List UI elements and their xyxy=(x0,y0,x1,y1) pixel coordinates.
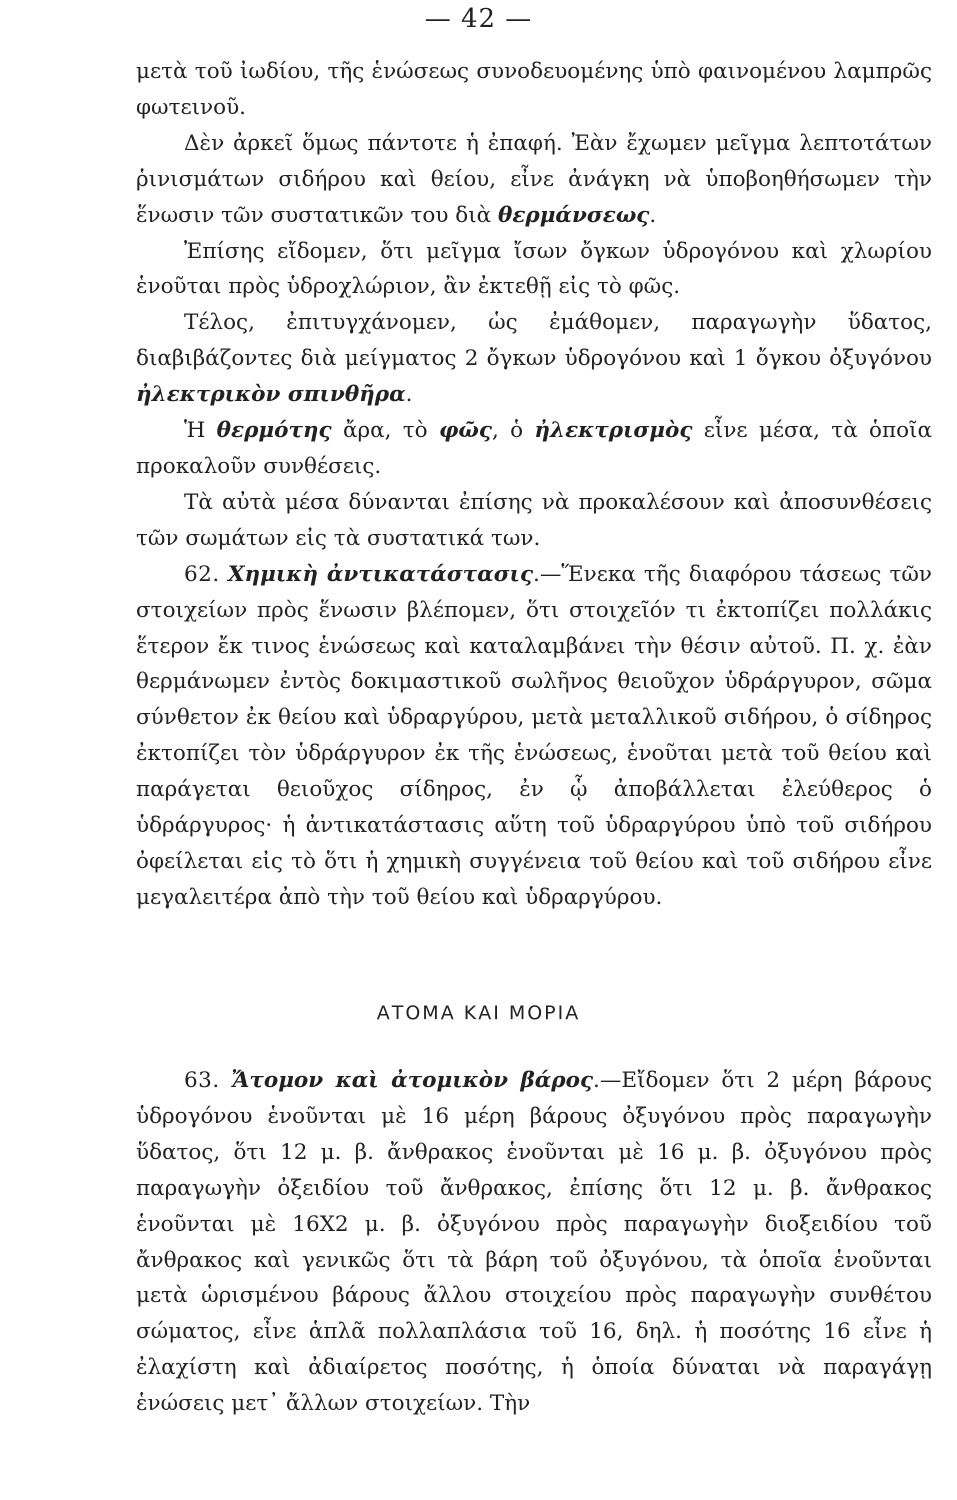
term-heating: θερμάνσεως xyxy=(497,202,650,228)
bottom-text-block xyxy=(136,1063,932,1422)
paragraph-means-text-c: , ὁ xyxy=(491,418,535,444)
paragraph-spark-text: Τέλος, ἐπιτυγχάνομεν, ὡς ἐμάθομεν, παραγωγὴν ὕδατος, διαβιβάζοντες διὰ μείγματος 2 ὄγκων ὑδρογόνου καὶ 1 ὄγκου ὀξυγόνου xyxy=(136,310,932,372)
section-63-title: Ἄτομον καὶ ἀτομικὸν βάρος xyxy=(231,1068,594,1093)
paragraph-spark-end: . xyxy=(405,382,413,408)
paragraph-heating-text: Δὲν ἀρκεῖ ὅμως πάντοτε ἡ ἐπαφή. Ἐὰν ἔχωμεν μεῖγμα λεπτοτάτων ῥινισμάτων σιδήρου καὶ θείου, εἶνε ἀνάγκη νὰ ὑποβοηθήσωμεν τὴν ἕνωσιν τῶν συστατικῶν του διὰ xyxy=(136,130,932,228)
section-62-text: .—Ἕνεκα τῆς διαφόρου τάσεως τῶν στοιχείων πρὸς ἕνωσιν βλέπομεν, ὅτι στοιχεῖόν τι ἐκτοπίζει πολλάκις ἕτερον ἔκ τινος ἑνώσεως καὶ καταλαμβάνει τὴν θέσιν αὐτοῦ. Π. χ. ἐὰν θερμάνωμεν ἐντὸς δοκιμαστικοῦ σωλῆνος θειοῦχον ὑδράργυρον, σῶμα σύνθετον ἐκ θείου καὶ ὑδραργύρου, μετὰ μεταλλικοῦ σιδήρου, ὁ σίδηρος ἐκτοπίζει τὸν ὑδράργυρον ἐκ τῆς ἑνώσεως, ἑνοῦται μετὰ τοῦ θείου καὶ παράγεται θειοῦχος σίδηρος, ἐν ᾧ ἀποβάλλεται ἐλεύθερος ὁ ὑδράργυρος· ἡ ἀντικατάστασις αὕτη τοῦ ὑδραργύρου ὑπὸ τοῦ σιδήρου ὀφείλεται εἰς τὸ ὅτι ἡ χημικὴ συγγένεια τοῦ θείου καὶ τοῦ σιδήρου εἶνε μεγαλειτέρα ἀπὸ τὴν τοῦ θείου καὶ ὑδραργύρου. xyxy=(136,561,932,910)
paragraph-means xyxy=(136,413,932,485)
term-electricity: ἠλεκτρισμὸς xyxy=(534,418,693,444)
paragraph-decomposition-text: Τὰ αὐτὰ μέσα δύνανται ἐπίσης νὰ προκαλέσουν καὶ ἀποσυνθέσεις τῶν σωμάτων εἰς τὰ συστατικά των. xyxy=(136,489,932,551)
section-63 xyxy=(136,1063,932,1422)
paragraph-means-text-a: Ἡ xyxy=(184,418,217,444)
chapter-heading: ΑΤΟΜΑ ΚΑΙ ΜΟΡΙΑ xyxy=(376,1002,581,1024)
section-63-text: .—Εἴδομεν ὅτι 2 μέρη βάρους ὑδρογόνου ἑνοῦνται μὲ 16 μέρη βάρους ὀξυγόνου πρὸς παραγωγὴν ὕδατος, ὅτι 12 μ. β. ἄνθρακος ἑνοῦνται μὲ 16 μ. β. ὀξυγόνου πρὸς παραγωγὴν ὀξειδίου τοῦ ἄνθρακος, ἐπίσης ὅτι 12 μ. β. ἄνθρακος ἑνοῦνται μὲ 16Χ2 μ. β. ὀξυγόνου πρὸς παραγωγὴν διοξειδίου τοῦ ἄνθρακος καὶ γενικῶς ὅτι τὰ βάρη τοῦ ὀξυγόνου, τὰ ὁποῖα ἑνοῦνται μετὰ ὡρισμένου βάρους ἄλλου στοιχείου πρὸς παραγωγὴν συνθέτου σώματος, εἶνε ἁπλᾶ πολλαπλάσια τοῦ 16, δηλ. ἡ ποσότης 16 εἶνε ἡ ἐλαχίστη καὶ ἀδιαίρετος ποσότης, ἡ ὁποία δύναται νὰ παραγάγῃ ἑνώσεις μετ᾽ ἄλλων στοιχείων. Τὴν xyxy=(136,1068,932,1417)
paragraph-means-text-b: ἄρα, τὸ xyxy=(331,418,439,444)
paragraph-iodine xyxy=(136,54,932,126)
term-light: φῶς xyxy=(438,418,492,444)
paragraph-light-text: Ἐπίσης εἴδομεν, ὅτι μεῖγμα ἴσων ὄγκων ὑδρογόνου καὶ χλωρίου ἑνοῦται πρὸς ὑδροχλώριον, ἂν ἐκτεθῇ εἰς τὸ φῶς. xyxy=(136,238,932,300)
paragraph-decomposition xyxy=(136,485,932,557)
paragraph-iodine-text: μετὰ τοῦ ἰωδίου, τῆς ἑνώσεως συνοδευομένης ὑπὸ φαινομένου λαμπρῶς φωτεινοῦ. xyxy=(136,59,932,120)
top-text-block xyxy=(136,54,932,916)
paragraph-light xyxy=(136,234,932,306)
page-number: — 42 — xyxy=(424,4,533,34)
section-62-title: Χημικὴ ἀντικατάστασις xyxy=(227,561,534,587)
term-electric-spark: ἠλεκτρικὸν σπινθῆρα xyxy=(136,382,406,408)
paragraph-heating xyxy=(136,126,932,234)
paragraph-heating-end: . xyxy=(649,202,657,228)
paragraph-spark xyxy=(136,305,932,413)
term-heat: θερμότης xyxy=(216,418,332,444)
section-62-number: 62. xyxy=(184,561,220,587)
paragraph-means-text-d: εἶνε μέσα, τὰ ὁποῖα προκαλοῦν συνθέσεις. xyxy=(136,418,933,479)
section-63-number: 63. xyxy=(184,1068,220,1093)
section-62 xyxy=(136,557,932,916)
